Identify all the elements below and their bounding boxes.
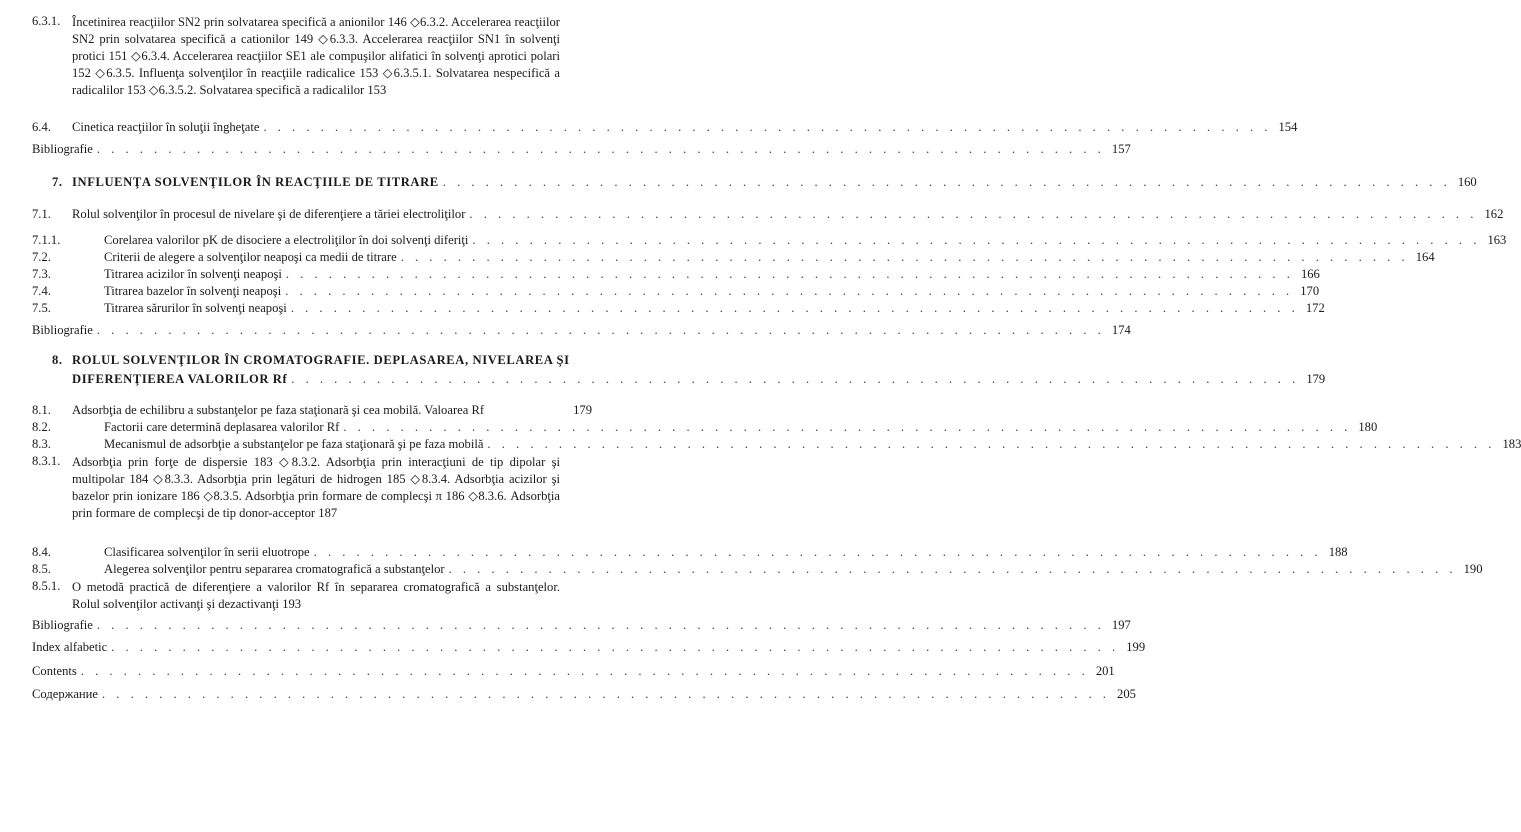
- toc-title: Cinetica reacţiilor în soluţii îngheţate: [72, 120, 260, 134]
- toc-chapter-number: 8.: [52, 353, 63, 367]
- toc-entry-soderzhanie: [32, 687, 1136, 704]
- toc-chapter-title: INFLUENŢA SOLVENŢILOR ÎN REACŢIILE DE TITRARE: [72, 175, 439, 189]
- toc-leader: . . . . . . . . . . . . . . . . . . . . . . . . . . . . . . . . . . . . . . . . . . . . . . . . . . . . . . . . . . . . . . . . . . . . . . .: [442, 175, 1451, 189]
- toc-title: Bibliografie: [32, 618, 93, 632]
- toc-number: 8.3.: [32, 437, 51, 451]
- toc-entry-8-3-1: Adsorbţia prin forţe de dispersie 183 ◇8.3.2. Adsorbţia prin interacţiuni de tip dipolar şi multipolar 184 ◇8.3.3. Adsorbţia prin legături de hidrogen 185 ◇8.3.4. Adsorbţia acizilor şi bazelor prin ionizare 186 ◇8.3.5. Adsorbţia prin formare de complecşi π 186 ◇8.3.6. Adsorbţia prin formare de complecşi de tip donor-acceptor 187: [72, 455, 560, 520]
- toc-leader: . . . . . . . . . . . . . . . . . . . . . . . . . . . . . . . . . . . . . . . . . . . . . . . . . . . . . . . . . . . . . . . . . . . . . . .: [285, 284, 1294, 298]
- toc-entry-6-3-1: Încetinirea reacţiilor SN2 prin solvatarea specifică a anionilor 146 ◇6.3.2. Accelerarea reacţiilor SN2 prin solvatarea specifică a cationilor 149 ◇6.3.3. Accelerarea reacţiilor SN1 în solvenţi protici 151 ◇6.3.4. Accelerarea reacţiilor SE1 ale compuşilor alifatici în solvenţi aprotici polari 152 ◇6.3.5. Influenţa solvenţilor în reacţiile radicalice 153 ◇6.3.5.1. Solvatarea nespecifică a radicalilor 153 ◇6.3.5.2. Solvatarea specifică a radicalilor 153: [72, 15, 560, 97]
- toc-number: 6.3.1.: [32, 14, 61, 28]
- toc-page-number: 166: [1300, 267, 1320, 281]
- toc-chapter-7: [52, 175, 1477, 192]
- toc-title: Criterii de alegere a solvenţilor neapoşi ca medii de titrare: [104, 250, 397, 264]
- toc-entry-8-4: [32, 545, 1348, 562]
- toc-chapter-title-continued: DIFERENŢIEREA VALORILOR Rf: [72, 372, 288, 386]
- toc-entry-8-5: [32, 562, 1483, 579]
- toc-leader: . . . . . . . . . . . . . . . . . . . . . . . . . . . . . . . . . . . . . . . . . . . . . . . . . . . . . . . . . . . . . . . . . . . . . . .: [96, 142, 1105, 156]
- toc-page-number: 170: [1300, 284, 1320, 298]
- toc-entry-index: [32, 640, 1146, 657]
- toc-leader: . . . . . . . . . . . . . . . . . . . . . . . . . . . . . . . . . . . . . . . . . . . . . . . . . . . . . . . . . . . . . . . . . . . . . . .: [263, 120, 1272, 134]
- toc-leader: . . . . . . . . . . . . . . . . . . . . . . . . . . . . . . . . . . . . . . . . . . . . . . . . . . . . . . . . . . . . . . . . . . . . . . .: [80, 664, 1089, 678]
- toc-entry-bibliografie-7: [32, 323, 1131, 340]
- toc-number: 8.2.: [32, 420, 51, 434]
- toc-number: 7.4.: [32, 284, 51, 298]
- toc-title: Содержание: [32, 687, 98, 701]
- toc-entry-bibliografie-6: [32, 142, 1131, 159]
- toc-page-number: 179: [1306, 372, 1326, 386]
- toc-entry-8-1: [32, 403, 592, 420]
- toc-entry-7-5: [32, 301, 1325, 318]
- toc-title: Titrarea acizilor în solvenţi neapoşi: [104, 267, 282, 281]
- toc-leader: . . . . . . . . . . . . . . . . . . . . . . . . . . . . . . . . . . . . . . . . . . . . . . . . . . . . . . . . . . . . . . . . . . . . . . .: [313, 545, 1322, 559]
- toc-entry-7-2: [32, 250, 1435, 267]
- toc-title: Clasificarea solvenţilor în serii eluotrope: [104, 545, 310, 559]
- toc-leader: . . . . . . . . . . . . . . . . . . . . . . . . . . . . . . . . . . . . . . . . . . . . . . . . . . . . . . . . . . . . . . . . . . . . . . .: [290, 301, 1299, 315]
- toc-entry-8-5-1: O metodă practică de diferenţiere a valorilor Rf în separarea cromatografică a substanţelor. Rolul solvenţilor activanţi şi dezactivanţi 193: [72, 580, 560, 611]
- toc-page-number: 188: [1328, 545, 1348, 559]
- toc-page-number: 199: [1126, 640, 1146, 654]
- toc-leader: . . . . . . . . . . . . . . . . . . . . . . . . . . . . . . . . . . . . . . . . . . . . . . . . . . . . . . . . . . . . . . . . . . . . . . .: [102, 687, 1110, 701]
- toc-title: Mecanismul de adsorbţie a substanţelor pe faza staţionară şi pe faza mobilă: [104, 437, 484, 451]
- toc-entry-7-1: [32, 207, 1504, 224]
- toc-entry-6-4: [32, 120, 1298, 137]
- toc-leader: . . . . . . . . . . . . . . . . . . . . . . . . . . . . . . . . . . . . . . . . . . . . . . . . . . . . . . . . . . . . . . . . . . . . . . .: [285, 267, 1294, 281]
- toc-title: Contents: [32, 664, 77, 678]
- toc-number: 8.1.: [32, 403, 51, 417]
- toc-leader: . . . . . . . . . . . . . . . . . . . . . . . . . . . . . . . . . . . . . . . . . . . . . . . . . . . . . . . . . . . . . . . . . . . . . . .: [291, 372, 1300, 386]
- toc-page-number: 197: [1111, 618, 1131, 632]
- toc-page-number: 205: [1117, 687, 1136, 701]
- toc-page-number: 164: [1415, 250, 1435, 264]
- toc-page-number: 190: [1463, 562, 1483, 576]
- toc-title: Adsorbţia de echilibru a substanţelor pe faza staţionară şi cea mobilă. Valoarea Rf: [72, 403, 485, 417]
- toc-title: Alegerea solvenţilor pentru separarea cromatografică a substanţelor: [104, 562, 445, 576]
- toc-title: Titrarea sărurilor în solvenţi neapoşi: [104, 301, 287, 315]
- toc-page-number: 160: [1457, 175, 1477, 189]
- toc-entry-7-3: [32, 267, 1320, 284]
- toc-page-number: 163: [1487, 233, 1507, 247]
- toc-number: 8.5.: [32, 562, 51, 576]
- toc-page-number: 180: [1358, 420, 1378, 434]
- toc-leader: . . . . . . . . . . . . . . . . . . . . . . . . . . . . . . . . . . . . . . . . . . . . . . . . . . . . . . . . . . . . . . . . . . . . . . .: [111, 640, 1120, 654]
- toc-leader: . . . . . . . . . . . . . . . . . . . . . . . . . . . . . . . . . . . . . . . . . . . . . . . . . . . . . . . . . . . . . . . . . . . . . . .: [343, 420, 1352, 434]
- toc-number: 6.4.: [32, 120, 51, 134]
- toc-chapter-title: ROLUL SOLVENŢILOR ÎN CROMATOGRAFIE. DEPLASAREA, NIVELAREA ŞI: [72, 353, 570, 367]
- toc-entry-bibliografie-8: [32, 618, 1131, 635]
- toc-leader: . . . . . . . . . . . . . . . . . . . . . . . . . . . . . . . . . . . . . . . . . . . . . . . . . . . . . . . . . . . . . . . . . . . . . . .: [487, 437, 1496, 451]
- toc-page-number: 172: [1305, 301, 1325, 315]
- toc-number: 8.4.: [32, 545, 51, 559]
- toc-number: 7.2.: [32, 250, 51, 264]
- toc-page-number: 183: [1502, 437, 1521, 451]
- toc-chapter-number: 7.: [52, 175, 63, 189]
- toc-leader: . . . . . . . . . . . . . . . . . . . . . . . . . . . . . . . . . . . . . . . . . . . . . . . . . . . . . . . . . . . . . . . . . . . . . . .: [469, 207, 1478, 221]
- toc-entry-8-2: [32, 420, 1378, 437]
- toc-leader: . . . . . . . . . . . . . . . . . . . . . . . . . . . . . . . . . . . . . . . . . . . . . . . . . . . . . . . . . . . . . . . . . . . . . . .: [448, 562, 1457, 576]
- toc-page-number: 162: [1484, 207, 1504, 221]
- toc-page-number: 201: [1095, 664, 1115, 678]
- toc-title: Corelarea valorilor pK de disociere a electroliţilor în doi solvenţi diferiţi: [104, 233, 469, 247]
- toc-title: Rolul solvenţilor în procesul de nivelare şi de diferenţiere a tăriei electroliţilor: [72, 207, 466, 221]
- toc-leader: . . . . . . . . . . . . . . . . . . . . . . . . . . . . . . . . . . . . . . . . . . . . . . . . . . . . . . . . . . . . . . . . . . . . . . .: [96, 618, 1105, 632]
- toc-page-number: 179: [573, 403, 592, 417]
- toc-page-number: 174: [1111, 323, 1131, 337]
- toc-title: Index alfabetic: [32, 640, 108, 654]
- toc-chapter-8-line-2: [72, 372, 1326, 389]
- toc-number: 7.1.1.: [32, 233, 61, 247]
- toc-number: 8.5.1.: [32, 579, 61, 593]
- toc-title: Bibliografie: [32, 323, 93, 337]
- toc-title: Bibliografie: [32, 142, 93, 156]
- toc-leader: . . . . . . . . . . . . . . . . . . . . . . . . . . . . . . . . . . . . . . . . . . . . . . . . . . . . . . . . . . . . . . . . . . . . . . .: [96, 323, 1105, 337]
- toc-entry-contents: [32, 664, 1115, 681]
- toc-number: 7.3.: [32, 267, 51, 281]
- toc-title: Factorii care determină deplasarea valorilor Rf: [104, 420, 340, 434]
- toc-entry-7-4: [32, 284, 1320, 301]
- toc-chapter-8-line-1: [52, 353, 592, 370]
- toc-title: Titrarea bazelor în solvenţi neapoşi: [104, 284, 282, 298]
- toc-entry-7-1-1: [32, 233, 1507, 250]
- toc-page-number: 157: [1111, 142, 1131, 156]
- toc-leader: . . . . . . . . . . . . . . . . . . . . . . . . . . . . . . . . . . . . . . . . . . . . . . . . . . . . . . . . . . . . . . . . . . . . . . .: [472, 233, 1481, 247]
- toc-entry-8-3: [32, 437, 1521, 454]
- toc-number: 7.1.: [32, 207, 51, 221]
- toc-leader: . . . . . . . . . . . . . . . . . . . . . . . . . . . . . . . . . . . . . . . . . . . . . . . . . . . . . . . . . . . . . . . . . . . . . . .: [400, 250, 1409, 264]
- toc-page-number: 154: [1278, 120, 1298, 134]
- toc-number: 7.5.: [32, 301, 51, 315]
- toc-number: 8.3.1.: [32, 454, 61, 468]
